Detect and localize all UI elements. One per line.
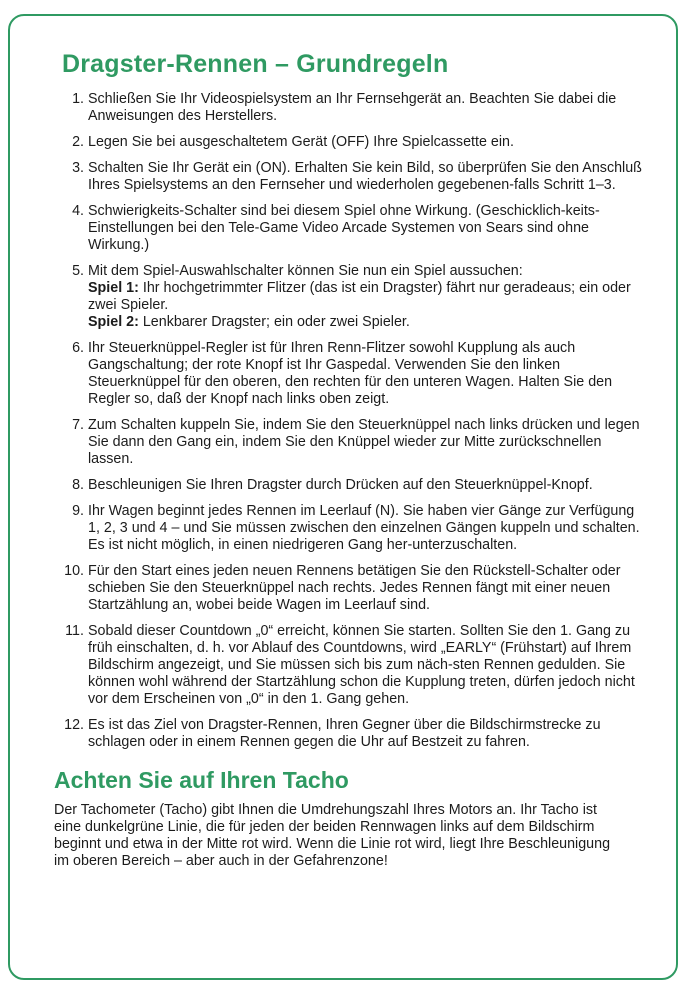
step-number: 9. bbox=[72, 503, 84, 519]
step-number: 8. bbox=[72, 477, 84, 493]
step-number: 4. bbox=[72, 203, 84, 219]
game-option-2 bbox=[88, 314, 642, 331]
step-number: 5. bbox=[72, 263, 84, 279]
step-text: Ihr Steuerknüppel-Regler ist für Ihren Renn-Flitzer sowohl Kupplung als auch Gangschaltung; der rote Knopf ist Ihr Gaspedal. Verwenden Sie den linken Steuerknüppel für den oberen, den rechten für den unteren Wagen. Halten Sie den Regler so, daß der Knopf nach links oben zeigt. bbox=[88, 340, 613, 407]
list-item bbox=[62, 477, 642, 494]
manual-page bbox=[54, 50, 642, 870]
step-number: 3. bbox=[72, 160, 84, 176]
step-number: 6. bbox=[72, 340, 84, 356]
step-number: 1. bbox=[72, 91, 84, 107]
step-number: 7. bbox=[72, 417, 84, 433]
step-text: Schwierigkeits-Schalter sind bei diesem Spiel ohne Wirkung. (Geschicklich-keits-Einstellungen bei den Tele-Game Video Arcade Systemen von Sears sind ohne Wirkung.) bbox=[88, 203, 600, 253]
step-number: 10. bbox=[64, 563, 84, 579]
game-option-text: Ihr hochgetrimmter Flitzer (das ist ein Dragster) fährt nur geradeaus; ein oder zwei Spieler. bbox=[88, 280, 631, 313]
step-number: 12. bbox=[64, 717, 84, 733]
tacho-paragraph: Der Tachometer (Tacho) gibt Ihnen die Umdrehungszahl Ihres Motors an. Ihr Tacho ist eine dunkelgrüne Linie, die für jeden der beiden Rennwagen links auf dem Bildschirm beginnt und etwa in der Mitte rot wird. Wenn die Linie rot wird, liegt Ihre Beschleunigung im oberen Bereich – aber auch in der Gefahrenzone! bbox=[54, 802, 611, 869]
list-item bbox=[62, 203, 642, 254]
page-title: Dragster-Rennen – Grundregeln bbox=[62, 50, 449, 78]
step-text: Für den Start eines jeden neuen Rennens betätigen Sie den Rückstell-Schalter oder schieben Sie den Steuerknüppel nach rechts. Jedes Rennen fängt mit einer neuen Startzählung an, wobei beide Wagen im Leerlauf sind. bbox=[88, 563, 621, 613]
game-option-label: Spiel 1: bbox=[88, 280, 139, 296]
step-text: Sobald dieser Countdown „0“ erreicht, können Sie starten. Sollten Sie den 1. Gang zu früh einschalten, d. h. vor Ablauf des Countdowns, wird „EARLY“ (Frühstart) auf Ihrem Bildschirm angezeigt, und Sie müssen sich bis zum näch-sten Rennen gedulden. Sie können wohl während der Startzählung schon die Kupplung treten, dürfen jedoch nicht vor dem Erscheinen von „0“ in den 1. Gang gehen. bbox=[88, 623, 635, 707]
game-option-text: Lenkbarer Dragster; ein oder zwei Spieler. bbox=[142, 314, 410, 330]
step-text: Mit dem Spiel-Auswahlschalter können Sie nun ein Spiel aussuchen: bbox=[88, 263, 523, 279]
step-text: Legen Sie bei ausgeschaltetem Gerät (OFF) Ihre Spielcassette ein. bbox=[88, 134, 514, 150]
list-item bbox=[62, 91, 642, 125]
list-item bbox=[62, 134, 642, 151]
list-item bbox=[62, 417, 642, 468]
list-item bbox=[62, 623, 642, 708]
step-number: 2. bbox=[72, 134, 84, 150]
game-option-1 bbox=[88, 280, 642, 314]
step-text: Zum Schalten kuppeln Sie, indem Sie den Steuerknüppel nach links drücken und legen Sie dann den Gang ein, indem Sie den Knüppel wieder zur Mitte zurückschnellen lassen. bbox=[88, 417, 640, 467]
list-item bbox=[62, 340, 642, 408]
step-number: 11. bbox=[65, 623, 84, 639]
step-text: Schließen Sie Ihr Videospielsystem an Ihr Fernsehgerät an. Beachten Sie dabei die Anweisungen des Herstellers. bbox=[88, 91, 617, 124]
rules-list bbox=[62, 91, 642, 751]
step-text: Ihr Wagen beginnt jedes Rennen im Leerlauf (N). Sie haben vier Gänge zur Verfügung 1, 2, 3 und 4 – und Sie müssen zwischen den einzelnen Gängen kuppeln und schalten. Es ist nicht möglich, in einen niedrigeren Gang her-unterzuschalten. bbox=[88, 503, 640, 553]
step-text: Beschleunigen Sie Ihren Dragster durch Drücken auf den Steuerknüppel-Knopf. bbox=[88, 477, 593, 493]
list-item bbox=[62, 503, 642, 554]
game-option-label: Spiel 2: bbox=[88, 314, 139, 330]
step-text: Schalten Sie Ihr Gerät ein (ON). Erhalten Sie kein Bild, so überprüfen Sie den Anschluß Ihres Spielsystems an den Fernseher und wiederholen gegebenen-falls Schritt 1–3. bbox=[88, 160, 642, 193]
list-item bbox=[62, 160, 642, 194]
tacho-heading: Achten Sie auf Ihren Tacho bbox=[54, 767, 349, 793]
list-item bbox=[62, 717, 642, 751]
list-item bbox=[62, 563, 642, 614]
step-body bbox=[88, 263, 642, 331]
step-text: Es ist das Ziel von Dragster-Rennen, Ihren Gegner über die Bildschirmstrecke zu schlagen oder in einem Rennen gegen die Uhr auf Bestzeit zu fahren. bbox=[88, 717, 601, 750]
list-item bbox=[62, 263, 642, 331]
